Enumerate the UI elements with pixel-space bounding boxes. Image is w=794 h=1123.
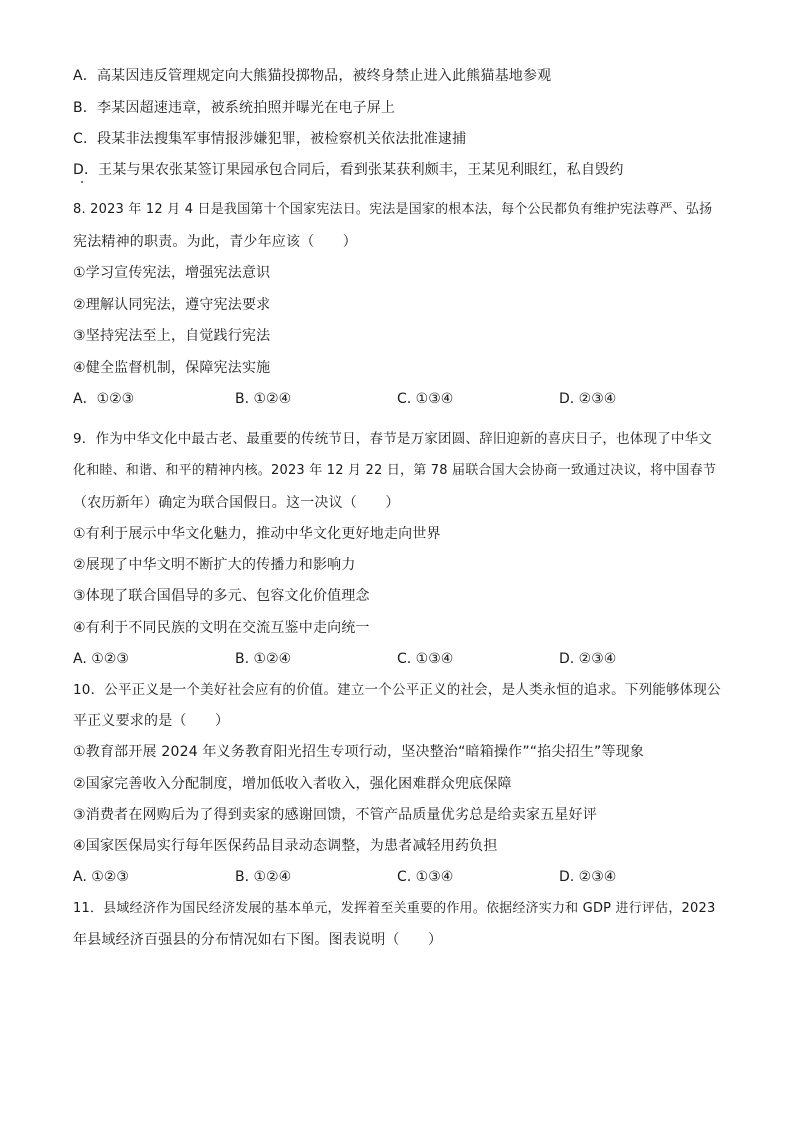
q10-item-2: ②国家完善收入分配制度，增加低收入者收入，强化困难群众兜底保障	[73, 776, 512, 792]
q9-stem-line-3: （农历新年）确定为联合国假日。这一决议（ ）	[73, 495, 400, 511]
q10-options	[73, 867, 713, 887]
q10-stem-line-1: 10．公平正义是一个美好社会应有的价值。建立一个公平正义的社会，是人类永恒的追求。下列能够体现公	[73, 682, 721, 698]
q10-option-d: D. ②③④	[559, 869, 617, 885]
q9-options	[73, 649, 713, 669]
q9-option-c: C. ①③④	[397, 651, 454, 667]
q8-item-3: ③坚持宪法至上，自觉践行宪法	[73, 328, 271, 344]
q8-stem-line-1: 8. 2023 年 12 月 4 日是我国第十个国家宪法日。宪法是国家的根本法，每个公民都负有维护宪法尊严、弘扬	[73, 202, 713, 217]
q7-option-d: D．王某与果农张某签订果园承包合同后，看到张某获利颇丰，王某见利眼红，私自毁约	[73, 162, 624, 178]
q10-stem-line-2: 平正义要求的是（ ）	[73, 713, 230, 729]
q9-item-3: ③体现了联合国倡导的多元、包容文化价值理念	[73, 588, 370, 604]
q10-item-1: ①教育部开展 2024 年义务教育阳光招生专项行动，坚决整治“暗箱操作”“掐尖招生”等现象	[73, 744, 645, 760]
q8-options	[73, 389, 713, 409]
q9-option-b: B. ①②④	[235, 651, 292, 667]
q7-option-a: A．高某因违反管理规定向大熊猫投掷物品，被终身禁止进入此熊猫基地参观	[73, 68, 552, 84]
q9-option-a: A. ①②③	[73, 651, 129, 667]
q8-item-4: ④健全监督机制，保障宪法实施	[73, 360, 271, 376]
q10-option-c: C. ①③④	[397, 869, 454, 885]
q11-stem-line-1: 11．县域经济作为国民经济发展的基本单元，发挥着至关重要的作用。依据经济实力和 GDP 进行评估，2023	[73, 901, 716, 916]
q9-option-d: D. ②③④	[559, 651, 617, 667]
q7-option-c: C．段某非法搜集军事情报涉嫌犯罪，被检察机关依法批准逮捕	[73, 131, 467, 147]
q9-item-2: ②展现了中华文明不断扩大的传播力和影响力	[73, 557, 356, 573]
q8-item-2: ②理解认同宪法，遵守宪法要求	[73, 297, 271, 313]
q9-item-4: ④有利于不同民族的文明在交流互鉴中走向统一	[73, 620, 370, 636]
stray-mark	[81, 181, 83, 183]
q10-item-4: ④国家医保局实行每年医保药品目录动态调整，为患者减轻用药负担	[73, 838, 498, 854]
q10-option-a: A. ①②③	[73, 869, 129, 885]
q8-stem-line-2: 宪法精神的职责。为此，青少年应该（ ）	[73, 234, 357, 250]
q10-option-b: B. ①②④	[235, 869, 292, 885]
q10-item-3: ③消费者在网购后为了得到卖家的感谢回馈，不管产品质量优劣总是给卖家五星好评	[73, 807, 597, 823]
q7-option-b: B．李某因超速违章，被系统拍照并曝光在电子屏上	[73, 100, 396, 116]
q11-stem-line-2: 年县域经济百强县的分布情况如右下图。图表说明（ ）	[73, 932, 443, 948]
q8-option-a: A．①②③	[73, 391, 135, 407]
q8-option-d: D. ②③④	[559, 391, 617, 407]
q9-item-1: ①有利于展示中华文化魅力，推动中华文化更好地走向世界	[73, 526, 441, 542]
q8-option-b: B. ①②④	[235, 391, 292, 407]
q9-stem-line-1: 9．作为中华文化中最古老、最重要的传统节日，春节是万家团圆、辞旧迎新的喜庆日子，也体现了中华文	[73, 431, 712, 447]
q8-option-c: C. ①③④	[397, 391, 454, 407]
q9-stem-line-2: 化和睦、和谐、和平的精神内核。2023 年 12 月 22 日，第 78 届联合国大会协商一致通过决议，将中国春节	[73, 463, 717, 478]
q8-item-1: ①学习宣传宪法，增强宪法意识	[73, 265, 271, 281]
